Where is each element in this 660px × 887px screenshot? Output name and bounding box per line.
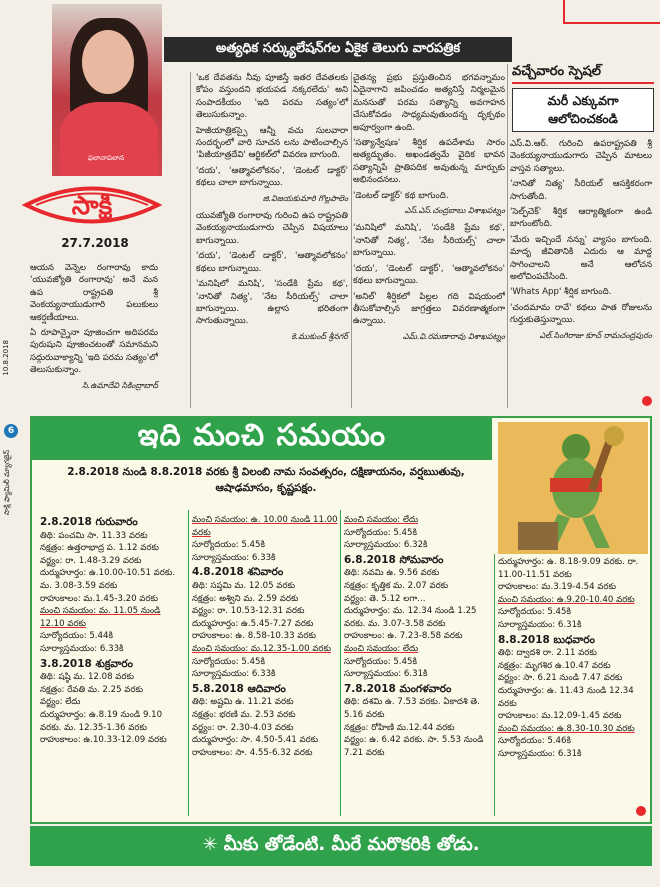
schedule-line: తిథి: అష్టమి ఉ. 11.21 వరకు	[192, 697, 294, 708]
hanuman-illustration	[498, 422, 648, 554]
schedule-day: 3.8.2018 శుక్రవారం	[40, 657, 133, 670]
schedule-divider	[188, 510, 189, 816]
letter-text: ఏ రూపాన్నైనా పూజించగా అదిపరమ పురుషుని పూజించటంతో సమానమని సద్గురువాక్యాన్ని 'ఇది పరమ సత్యం'లో తెలుసుకున్నాం.	[30, 328, 158, 376]
letters-date: 27.7.2018	[61, 236, 129, 250]
logo-text: సాక్షి	[71, 191, 113, 221]
masthead-tagline: అత్యధిక సర్క్యులేషన్‌గల ఏకైక తెలుగు వారపత్రిక	[164, 37, 512, 62]
schedule-line: వర్జ్యం: లేదు	[40, 697, 81, 708]
letter-signature: ఎల్.సింగిరాజు కూచ్‌ రామచంద్రపురం	[539, 330, 652, 340]
side-date: 10.8.2018	[2, 340, 10, 376]
schedule-line: సూర్యోదయం: 5.46కి	[498, 736, 571, 747]
schedule-line: తిథి: నవమి ఉ. 9.56 వరకు	[344, 568, 440, 579]
letter-signature: ఎమ్.వి.రమణారావు విశాఖపట్నం	[402, 331, 505, 341]
schedule-line: నక్షత్రం: కృత్తిక మ. 2.07 వరకు	[344, 580, 449, 591]
letter-text: 'మనిషిలో మనిషి', 'సండేకి ప్రేమ కథ', 'నానితో నిత్య', 'నేట సీరియల్స్' చాలా బాగున్నాయి.	[353, 223, 505, 259]
schedule-line: రాహుకాలం: మ.1.45-3.20 వరకు	[40, 593, 158, 604]
schedule-line: రాహుకాలం: ఉ.10.33-12.09 వరకు	[40, 735, 167, 746]
schedule-line: మంచి సమయం: ఉ. 10.00 నుండి 11.00 వరకు	[192, 515, 338, 538]
schedule-day: 8.8.2018 బుధవారం	[498, 633, 595, 646]
schedule-column-4	[498, 556, 648, 761]
letter-signature: జి.విజయకుమారి గొల్లపాలెం	[262, 193, 348, 203]
schedule-line: మంచి సమయం: మ. 11.05 నుండి 12.10 వరకు	[40, 606, 161, 629]
schedule-line: రాహుకాలం: ఉ. 8.58-10.33 వరకు	[192, 631, 316, 642]
letters-column-4	[510, 138, 652, 347]
page-number: 6	[4, 424, 18, 438]
sakshi-logo	[22, 178, 162, 232]
schedule-line: నక్షత్రం: అశ్విని మ. 2.59 వరకు	[192, 593, 299, 604]
next-week-special-label: వచ్చేవారం స్పెషల్	[512, 64, 601, 79]
hanuman-icon	[498, 422, 648, 554]
schedule-line: వర్జ్యం: ఉ. 6.42 వరకు. సా. 5.53 నుండి 7.21 వరకు	[344, 735, 484, 758]
schedule-line: తిథి: షష్ఠి మ. 12.08 వరకు	[40, 672, 134, 683]
schedule-line: తిథి: సప్తమి మ. 12.05 వరకు	[192, 580, 295, 591]
schedule-line: రాహుకాలం: మ.3.19-4.54 వరకు	[498, 582, 616, 593]
schedule-line: రాహుకాలం: మ.12.09-1.45 వరకు	[498, 711, 622, 722]
schedule-line: వర్జ్యం: రా. 10.53-12.31 వరకు	[192, 606, 305, 617]
schedule-line: రాహుకాలం: ఉ. 7.23-8.58 వరకు	[344, 631, 463, 642]
schedule-line: సూర్యోదయం: 5.45కి	[344, 527, 417, 538]
letter-text: హెజీయాత్రికస్పై ఆన్నీ వచు సులవారా సందర్భంలో వారి సూచన లను పాటించాల్సిన 'పిజీయాత్రదేవి' ఆర్టికల్‌లో వివరణ బాగుంది.	[196, 125, 348, 161]
schedule-line: సూర్యోదయం: 5.44కి	[40, 631, 113, 642]
letter-text: 'మేరు ఇచ్చిందే నన్ను' వ్యాసం బాగుంది. మాదృ జీవితానికి ఎదురు ఆ మాద్ద సాగించాలని అనే ఆలోచన అలోచింపచేసింది.	[510, 234, 652, 283]
muhurtham-banner: ఇది మంచి సమయం	[32, 418, 492, 460]
schedule-column-3	[344, 514, 492, 759]
schedule-day: 4.8.2018 శనివారం	[192, 566, 284, 579]
schedule-divider	[340, 510, 341, 816]
schedule-line: మంచి సమయం: లేదు	[344, 515, 419, 525]
letter-text: 'దయ', 'డెంటల్ డాక్టర్', 'ఆత్మావలోకనం' కథలు బాగున్నాయి.	[196, 251, 348, 274]
schedule-line: నక్షత్రం: ఉత్తరాభాద్ర ప. 1.12 వరకు	[40, 543, 159, 554]
schedule-line: మంచి సమయం: ఉ.9.20-10.40 వరకు	[498, 594, 635, 605]
letter-text: 'సత్యాన్వేషణ' శీర్షిక ఉపదేశామ సారం అత్యద్భుతం. అఖండత్వమే వైదిక భావన సత్యాన్నిపే ప్రాతిపదిక అవుతున్న మార్పుకు అభినందనలు.	[353, 138, 505, 186]
corner-rule	[563, 0, 565, 22]
column-divider	[351, 72, 352, 408]
corner-rule-horizontal	[563, 22, 660, 24]
cover-photo	[52, 4, 162, 176]
schedule-line: సూర్యాస్తమయం: 6.33కి	[192, 669, 276, 680]
letter-text: ఎస్.వి.ఆర్. గురించి ఉపరాష్ట్రపతి శ్రీ వెంకయ్యనాయుడుగారు చెప్పిన మాటలు వాస్తవ సత్యాలు.	[510, 139, 652, 174]
schedule-line: సూర్యోదయం: 5.45కి	[192, 656, 265, 667]
schedule-line: వర్జ్యం: తె. 5.12 లగా...	[344, 593, 426, 604]
letters-column-3	[353, 72, 505, 348]
schedule-day: 7.8.2018 మంగళవారం	[344, 682, 452, 695]
schedule-line: దుర్ముహూర్తం: ఉ. 11.43 నుండి 12.34 వరకు	[498, 685, 634, 709]
schedule-line: దుర్ముహూర్తం: ఉ.5.45-7.27 వరకు	[192, 618, 314, 629]
schedule-line: తిథి: దశమి ఉ. 7.53 వరకు. ఏకాదశి తె. 5.16 వరకు	[344, 697, 480, 720]
muhurtham-intro: 2.8.2018 నుండి 8.8.2018 వరకు శ్రీ విలంబి నామ సంవత్సరం, దక్షిణాయనం, వర్షఋతువు, ఆషాఢమాసం, కృష్ణపక్షం.	[67, 466, 465, 494]
letter-text: 'డెంటల్ డాక్టర్' కథ బాగుంది.	[353, 190, 449, 201]
column-divider	[507, 64, 508, 408]
letter-text: చైతన్య ప్రభు ప్రస్తుతించిన భగవన్నామం ఏదైనాగాని జపించడం అత్యనిస్తే నిర్మలమైన మనసుతో పరమ సత్యాన్ని అవగాహన చేసుకోవడం సాధ్యమవుతుందన్న దృక్పథం అపూర్వంగా ఉంది.	[353, 73, 505, 133]
letter-text: యువజ్యోతి రంగారావు గురించి ఉప రాష్ట్రపతి వెంకయ్యనాయుడుగారు చెప్పిన విషయాలు బాగున్నాయి.	[196, 211, 348, 246]
letter-signature: కె.ముకుంద్ శ్రీనగర్	[291, 331, 348, 341]
schedule-line: సూర్యాస్తమయం: 6.33కి	[192, 552, 276, 563]
schedule-line: నక్షత్రం: భరణి మ. 2.53 వరకు	[192, 709, 296, 720]
schedule-line: సూర్యాస్తమయం: 6.33కి	[40, 643, 124, 654]
next-week-special-headline	[512, 88, 654, 132]
schedule-line: నక్షత్రం: మృగశిర ఉ.10.47 వరకు	[498, 660, 611, 671]
letter-text: 'ఒక దేవతను నీవు పూజిస్తే ఇతర దేవతలకు కోపం వస్తుందని భయపడ నక్కరలేదు' అని సంపాదకీయం 'ఇది పరమ సత్యం'లో తెలుసుకున్నాం.	[196, 73, 348, 121]
schedule-line: దుర్ముహూర్తం: సా. 4.50-5.41 వరకు	[192, 735, 319, 746]
letter-text: 'మనిషిలో మనిషి', 'సండేకి ప్రేమ కథ', 'నానితో నిత్య', 'నేట సీరియల్స్' చాలా బాగున్నాయి. ఉల్లాస భరితంగా సాగుతున్నాయి.	[196, 279, 348, 327]
column-divider	[190, 72, 191, 408]
special-underline	[512, 82, 654, 84]
letter-text: 'దయ', 'డెంటల్ డాక్టర్', 'ఆత్మావలోకనం' కథలు బాగున్నాయి.	[353, 263, 505, 287]
letter-text: 'నానితో నిత్య' సీరియల్ ఆసక్తికరంగా సాగుతోంది.	[510, 179, 652, 202]
schedule-line: తిథి: పంచమి సా. 11.33 వరకు	[40, 530, 148, 541]
schedule-column-1	[40, 514, 186, 747]
cover-caption: ఫలానాపలాన	[88, 154, 125, 162]
letter-text: 'చందమామ రావే' కథలు పాత రోజులను గుర్తుకుతెస్తున్నాయి.	[510, 302, 652, 326]
schedule-line: నక్షత్రం: రేవతి మ. 2.25 వరకు	[40, 684, 143, 695]
schedule-line: రాహుకాలం: సా. 4.55-6.32 వరకు	[192, 747, 313, 758]
schedule-line: వర్జ్యం: సా. 6.21 నుండి 7.47 వరకు	[498, 673, 623, 684]
schedule-divider	[494, 554, 495, 816]
schedule-line: దుర్ముహూర్తం: మ. 12.34 నుండి 1.25 వరకు. మ. 3.07-3.58 వరకు	[344, 606, 477, 629]
schedule-line: మంచి సమయం: ఉ.8.30-10.30 వరకు	[498, 723, 635, 734]
letters-column-2	[196, 72, 348, 348]
letter-signature: సి.ఉమాదేవి సికింద్రాబాద్	[82, 380, 158, 390]
schedule-line: మంచి సమయం: మ.12.35-1.00 వరకు	[192, 643, 331, 654]
schedule-day: 2.8.2018 గురువారం	[40, 516, 138, 528]
letters-column-1	[30, 262, 158, 397]
schedule-line: సూర్యోదయం: 5.45కి	[344, 656, 417, 667]
special-line-2: ఆలోచించకండి	[548, 111, 618, 126]
schedule-line: తిథి: ద్వాదశి రా. 2.11 వరకు	[498, 648, 597, 659]
schedule-line: సూర్యాస్తమయం: 6.31కి	[498, 619, 582, 630]
letter-text: 'అనిల్' శీర్షికలో పిల్లల గది విషయంలో తీసుకోవాల్సిన జాగ్రత్తలు వివరణాత్మకంగా ఉన్నాయి.	[353, 291, 505, 327]
end-mark-icon	[636, 806, 646, 816]
special-line-1: మరీ ఎక్కువగా	[547, 93, 619, 108]
muhurtham-section	[30, 416, 652, 824]
end-mark-icon	[642, 396, 652, 406]
letter-text: 'Whats App' శీర్షిక బాగుంది.	[510, 287, 612, 298]
schedule-line: నక్షత్రం: రోహిణి మ.12.44 వరకు	[344, 722, 455, 733]
schedule-line: సూర్యోదయం: 5.45కి	[192, 540, 265, 551]
side-magazine-name: సాక్షి ఫ్యామిలీ మ్యాగజైన్	[3, 450, 11, 516]
schedule-column-2	[192, 514, 338, 759]
schedule-line: దుర్ముహూర్తం: ఉ.8.19 నుండి 9.10 వరకు. మ. 12.35-1.36 వరకు	[40, 709, 163, 733]
letter-text: 'సెల్ఫ్‌చెక్' శీర్షిక ఆర్యాత్మికంగా ఉండి బాగుంటోంది.	[510, 207, 652, 230]
schedule-line: దుర్ముహూర్తం: ఉ. 8.18-9.09 వరకు. రా. 11.00-11.51 వరకు	[498, 557, 639, 580]
schedule-line: సూర్యోదయం: 5.45కి	[498, 607, 571, 618]
schedule-day: 5.8.2018 ఆదివారం	[192, 682, 286, 695]
letter-text: 'దయ', 'ఆత్మావలోకనం', 'డెంటల్ డాక్టర్' కథలు చాలా బాగున్నాయి.	[196, 165, 348, 189]
schedule-day: 6.8.2018 సోమవారం	[344, 553, 444, 566]
schedule-line: సూర్యాస్తమయం: 6.31కి	[344, 669, 428, 680]
letter-signature: ఎస్.ఎస్.చంద్రబాబు విశాఖపట్నం	[404, 206, 505, 216]
schedule-line: వర్జ్యం: రా. 1.48-3.29 వరకు	[40, 555, 142, 566]
footer-tagline: ✳ మీకు తోడేంటి. మీరే మరొకరికి తోడు.	[30, 826, 652, 866]
schedule-line: మంచి సమయం: లేదు	[344, 643, 419, 654]
schedule-line: సూర్యాస్తమయం: 6.32కి	[344, 540, 428, 551]
schedule-line: దుర్ముహూర్తం: ఉ.10.00-10.51 వరకు. మ. 3.08-3.59 వరకు	[40, 568, 176, 591]
letter-text: ఆయన వెన్నెల రంగారావు కాదు 'యువజ్యోతి రంగారావు' అనే మన ఉప రాష్ట్రపతి శ్రీ వెంకయ్యనాయుడుగారి పలుకులు ఆకర్షణీయాలు.	[30, 263, 158, 323]
schedule-line: సూర్యాస్తమయం: 6.31కి	[498, 748, 582, 759]
schedule-line: వర్జ్యం: రా. 2.30-4.03 వరకు	[192, 722, 294, 733]
